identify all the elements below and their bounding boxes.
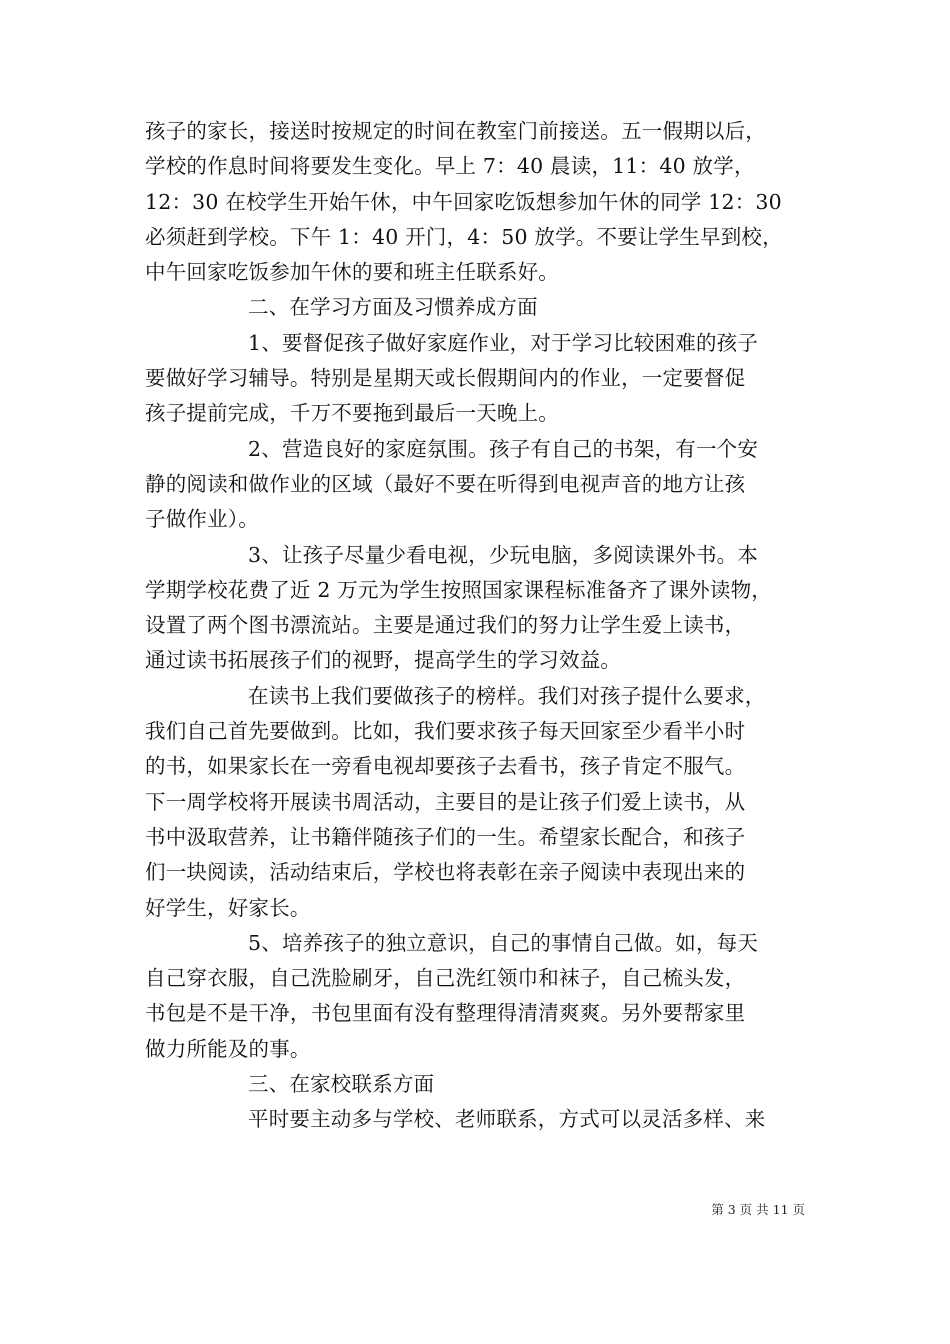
- text-line: 书中汲取营养，让书籍伴随孩子们的一生。希望家长配合，和孩子: [145, 824, 746, 849]
- text-line: 下一周学校将开展读书周活动，主要目的是让孩子们爱上读书，从: [145, 789, 746, 814]
- text-line: 12：30 在校学生开始午休，中午回家吃饭想参加午休的同学 12：30: [145, 189, 782, 214]
- text-line: 1、要督促孩子做好家庭作业，对于学习比较困难的孩子: [248, 330, 759, 355]
- text-line: 做力所能及的事。: [145, 1036, 311, 1061]
- text-line: 必须赶到学校。下午 1：40 开门，4：50 放学。不要让学生早到校，: [145, 224, 783, 249]
- text-line: 要做好学习辅导。特别是星期天或长假期间内的作业，一定要督促: [145, 366, 746, 391]
- text-line: 孩子的家长，接送时按规定的时间在教室门前接送。五一假期以后，: [145, 119, 766, 143]
- text-line: 学校的作息时间将要发生变化。早上 7：40 晨读，11：40 放学，: [145, 154, 755, 179]
- document-body: [145, 114, 805, 1138]
- text-line: 好学生，好家长。: [145, 895, 311, 920]
- text-line: 静的阅读和做作业的区域（最好不要在听得到电视声音的地方让孩: [145, 471, 746, 496]
- text-line: 子做作业）。: [145, 507, 259, 532]
- text-line: 2、营造良好的家庭氛围。孩子有自己的书架，有一个安: [248, 436, 759, 461]
- text-line: 的书，如果家长在一旁看电视却要孩子去看书，孩子肯定不服气。: [145, 754, 746, 779]
- section-heading: 三、在家校联系方面: [248, 1072, 435, 1097]
- text-line: 自己穿衣服，自己洗脸刷牙，自己洗红领巾和袜子，自己梳头发，: [145, 966, 746, 991]
- text-line: 在读书上我们要做孩子的榜样。我们对孩子提什么要求，: [248, 683, 766, 708]
- text-line: 设置了两个图书漂流站。主要是通过我们的努力让学生爱上读书，: [145, 613, 746, 638]
- section-heading: 二、在学习方面及习惯养成方面: [248, 295, 538, 320]
- text-line: 学期学校花费了近 2 万元为学生按照国家课程标准备齐了课外读物，: [145, 577, 772, 602]
- text-line: 中午回家吃饭参加午休的要和班主任联系好。: [145, 260, 559, 285]
- text-line: 3、让孩子尽量少看电视，少玩电脑，多阅读课外书。本: [248, 542, 759, 567]
- text-line: 通过读书拓展孩子们的视野，提高学生的学习效益。: [145, 648, 622, 673]
- page-number: 第 3 页 共 11 页: [711, 1202, 805, 1217]
- text-line: 5、培养孩子的独立意识，自己的事情自己做。如，每天: [248, 930, 759, 955]
- text-line: 我们自己首先要做到。比如，我们要求孩子每天回家至少看半小时: [145, 719, 746, 744]
- text-line: 平时要主动多与学校、老师联系，方式可以灵活多样、来: [248, 1107, 766, 1132]
- text-line: 们一块阅读，活动结束后，学校也将表彰在亲子阅读中表现出来的: [145, 860, 746, 885]
- text-line: 孩子提前完成，千万不要拖到最后一天晚上。: [145, 401, 559, 426]
- text-line: 书包是不是干净，书包里面有没有整理得清清爽爽。另外要帮家里: [145, 1001, 746, 1026]
